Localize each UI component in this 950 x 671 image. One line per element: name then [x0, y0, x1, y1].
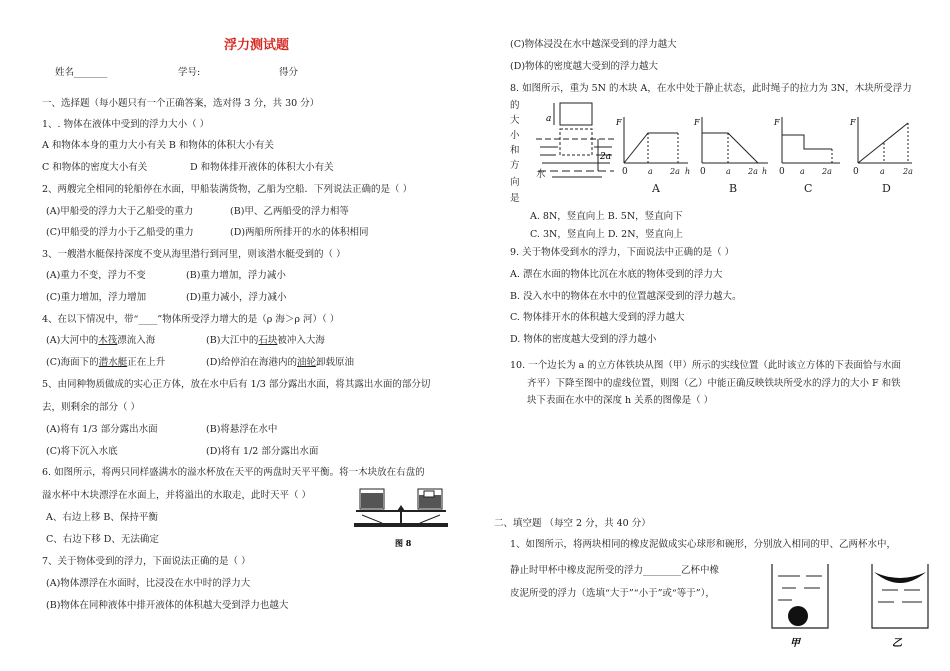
svg-text:F: F [694, 118, 700, 127]
name-field[interactable]: 姓名_______ [55, 67, 108, 78]
f1-line1: 1、如图所示，将两块相同的橡皮泥做成实心球形和碗形，分别放入相同的甲、乙两杯水中， [510, 539, 897, 550]
q8-vertical-4: 和 [510, 145, 520, 156]
balance-figure [352, 483, 450, 551]
q5-option-d: (D)将有 1/2 部分露出水面 [206, 446, 319, 457]
section2-heading: 二、填空题 （每空 2 分，共 40 分） [494, 518, 651, 529]
svg-text:乙: 乙 [892, 638, 902, 649]
q5-stem-line1: 5、由同种物质做成的实心正方体，放在水中后有 1/3 部分露出水面，将其露出水面的部分切 [42, 379, 431, 390]
q9-option-d: D. 物体的密度越大受到的浮力越小 [510, 334, 657, 345]
q5-option-c: (C)将下沉入水底 [46, 446, 118, 457]
q6-options-cd: C、右边下移 D、无法确定 [46, 534, 159, 545]
q9-option-c: C. 物体排开水的体积越大受到的浮力越大 [510, 312, 685, 323]
water-label: 水 [536, 169, 546, 180]
q3-stem: 3、一艘潜水艇保持深度不变从海里潜行到河里，则该潜水艇受到的（ ） [42, 249, 346, 260]
q4-option-a: (A)大河中的木筏漂流入海 [46, 335, 156, 346]
cup-yi [872, 564, 928, 649]
q10-line1: 10. 一个边长为 a 的立方体铁块从图（甲）所示的实线位置（此时该立方体的下表面恰与水面 [510, 360, 901, 371]
svg-text:2a: 2a [600, 152, 612, 162]
q1-stem: 1、. 物体在液体中受到的浮力大小（ ） [42, 119, 210, 130]
q2-option-d: (D)两船所所排开的水的体积相同 [230, 227, 369, 238]
graph-d [849, 117, 912, 163]
svg-text:F: F [774, 118, 780, 127]
q2-option-c: (C)甲船受的浮力小于乙船受的重力 [46, 227, 194, 238]
q1-options-ab: A 和物体本身的重力大小有关 B 和物体的体积大小有关 [42, 140, 274, 151]
q7-stem: 7、关于物体受到的浮力，下面说法正确的是（ ） [42, 556, 251, 567]
svg-text:甲: 甲 [790, 638, 800, 649]
q9-option-a: A. 漂在水面的物体比沉在水底的物体受到的浮力大 [510, 269, 723, 280]
q8-vertical-7: 是 [510, 193, 520, 204]
q8-vertical-6: 向 [510, 177, 520, 188]
q5-stem-line2: 去，则剩余的部分（ ） [42, 402, 141, 413]
q4-option-c: (C)海面下的潜水艇正在上升 [46, 357, 166, 368]
graph-b [693, 117, 768, 163]
graph-d-label: D [882, 182, 891, 195]
q4-stem: 4、在以下情况中，带“____”物体所受浮力增大的是（ρ 海＞ρ 河）（ ） [42, 314, 340, 325]
graph-c [773, 117, 840, 163]
page-title: 浮力测试题 [224, 38, 290, 53]
cup-jia [772, 564, 828, 649]
q10-line3: 块下表面在水中的深度 h 关系的图像是（ ） [527, 395, 714, 406]
q1-option-c: C 和物体的密度大小有关 [42, 162, 148, 173]
svg-text:a: a [546, 114, 552, 124]
q8-vertical-1: 的 [510, 100, 520, 111]
figure8-caption: 图 8 [395, 538, 412, 548]
score-field: 得分 [279, 67, 299, 78]
q4-option-d: (D)给停泊在海港内的油轮卸载原油 [206, 357, 355, 368]
q9-stem: 9. 关于物体受到水的浮力，下面说法中正确的是（ ） [510, 247, 735, 258]
q8-vertical-2: 大 [510, 115, 520, 126]
q8-vertical-5: 方 [510, 160, 520, 171]
graph-c-label: C [804, 182, 813, 195]
q8-options-cd: C. 3N，竖直向上 D. 2N，竖直向上 [530, 229, 684, 240]
q3-option-c: (C)重力增加，浮力增加 [46, 292, 147, 303]
q2-option-a: (A)甲船受的浮力大于乙船受的重力 [46, 206, 194, 217]
q1-option-d: D 和物体排开液体的体积大小有关 [190, 162, 334, 173]
f1-line2: 静止时甲杯中橡皮泥所受的浮力________乙杯中橡 [510, 565, 720, 576]
q3-option-d: (D)重力减小，浮力减小 [186, 292, 287, 303]
q4-option-b: (B)大江中的石块被冲入大海 [206, 335, 325, 346]
student-number-field[interactable]: 学号: [178, 67, 201, 78]
graph-b-label: B [729, 182, 738, 195]
graph-a-label: A [652, 182, 660, 195]
q7-option-b: (B)物体在同种液体中排开液体的体积越大受到浮力也越大 [46, 600, 289, 611]
q5-option-b: (B)将悬浮在水中 [206, 424, 278, 435]
q6-stem-line1: 6. 如图所示，将两只同样盛满水的溢水杯放在天平的两盘时天平平衡。将一木块放在右盘的 [42, 467, 425, 478]
q7-option-c: (C)物体浸没在水中越深受到的浮力越大 [510, 39, 677, 50]
q9-option-b: B. 没入水中的物体在水中的位置越深受到的浮力越大。 [510, 291, 742, 302]
f1-line3: 皮泥所受的浮力（选填“大于”“小于”或“等于”）， [510, 588, 715, 599]
q10-line2: 齐平）下降至图中的虚线位置，则图（乙）中能正确反映铁块所受水的浮力的大小 F 和铁 [527, 378, 901, 389]
graph-a [615, 117, 688, 163]
q7-option-a: (A)物体漂浮在水面时，比浸没在水中时的浮力大 [46, 578, 251, 589]
section1-heading: 一、选择题（每小题只有一个正确答案，选对得 3 分，共 30 分） [42, 98, 320, 109]
q7-option-d: (D)物体的密度越大受到的浮力越大 [510, 61, 659, 72]
q8-stem: 8. 如图所示，重为 5N 的木块 A，在水中处于静止状态，此时绳子的拉力为 3N，木块所受浮力 [510, 83, 912, 94]
q3-option-b: (B)重力增加，浮力减小 [186, 270, 286, 281]
q5-option-a: (A)将有 1/3 部分露出水面 [46, 424, 158, 435]
svg-text:F: F [616, 118, 622, 127]
svg-text:F: F [850, 118, 856, 127]
cups-figure [766, 560, 942, 652]
q3-option-a: (A)重力不变，浮力不变 [46, 270, 146, 281]
q8-options-ab: A. 8N，竖直向上 B. 5N，竖直向下 [530, 211, 683, 222]
q6-options-ab: A、右边上移 B、保持平衡 [46, 512, 158, 523]
q2-option-b: (B)甲、乙两船受的浮力相等 [230, 206, 349, 217]
q2-stem: 2、两艘完全相同的轮船停在水面，甲船装满货物，乙船为空船．下列说法正确的是（ ） [42, 184, 413, 195]
q8-vertical-3: 小 [510, 130, 520, 141]
q6-stem-line2: 溢水杯中木块漂浮在水面上，并将溢出的水取走，此时天平（ ） [42, 490, 312, 501]
